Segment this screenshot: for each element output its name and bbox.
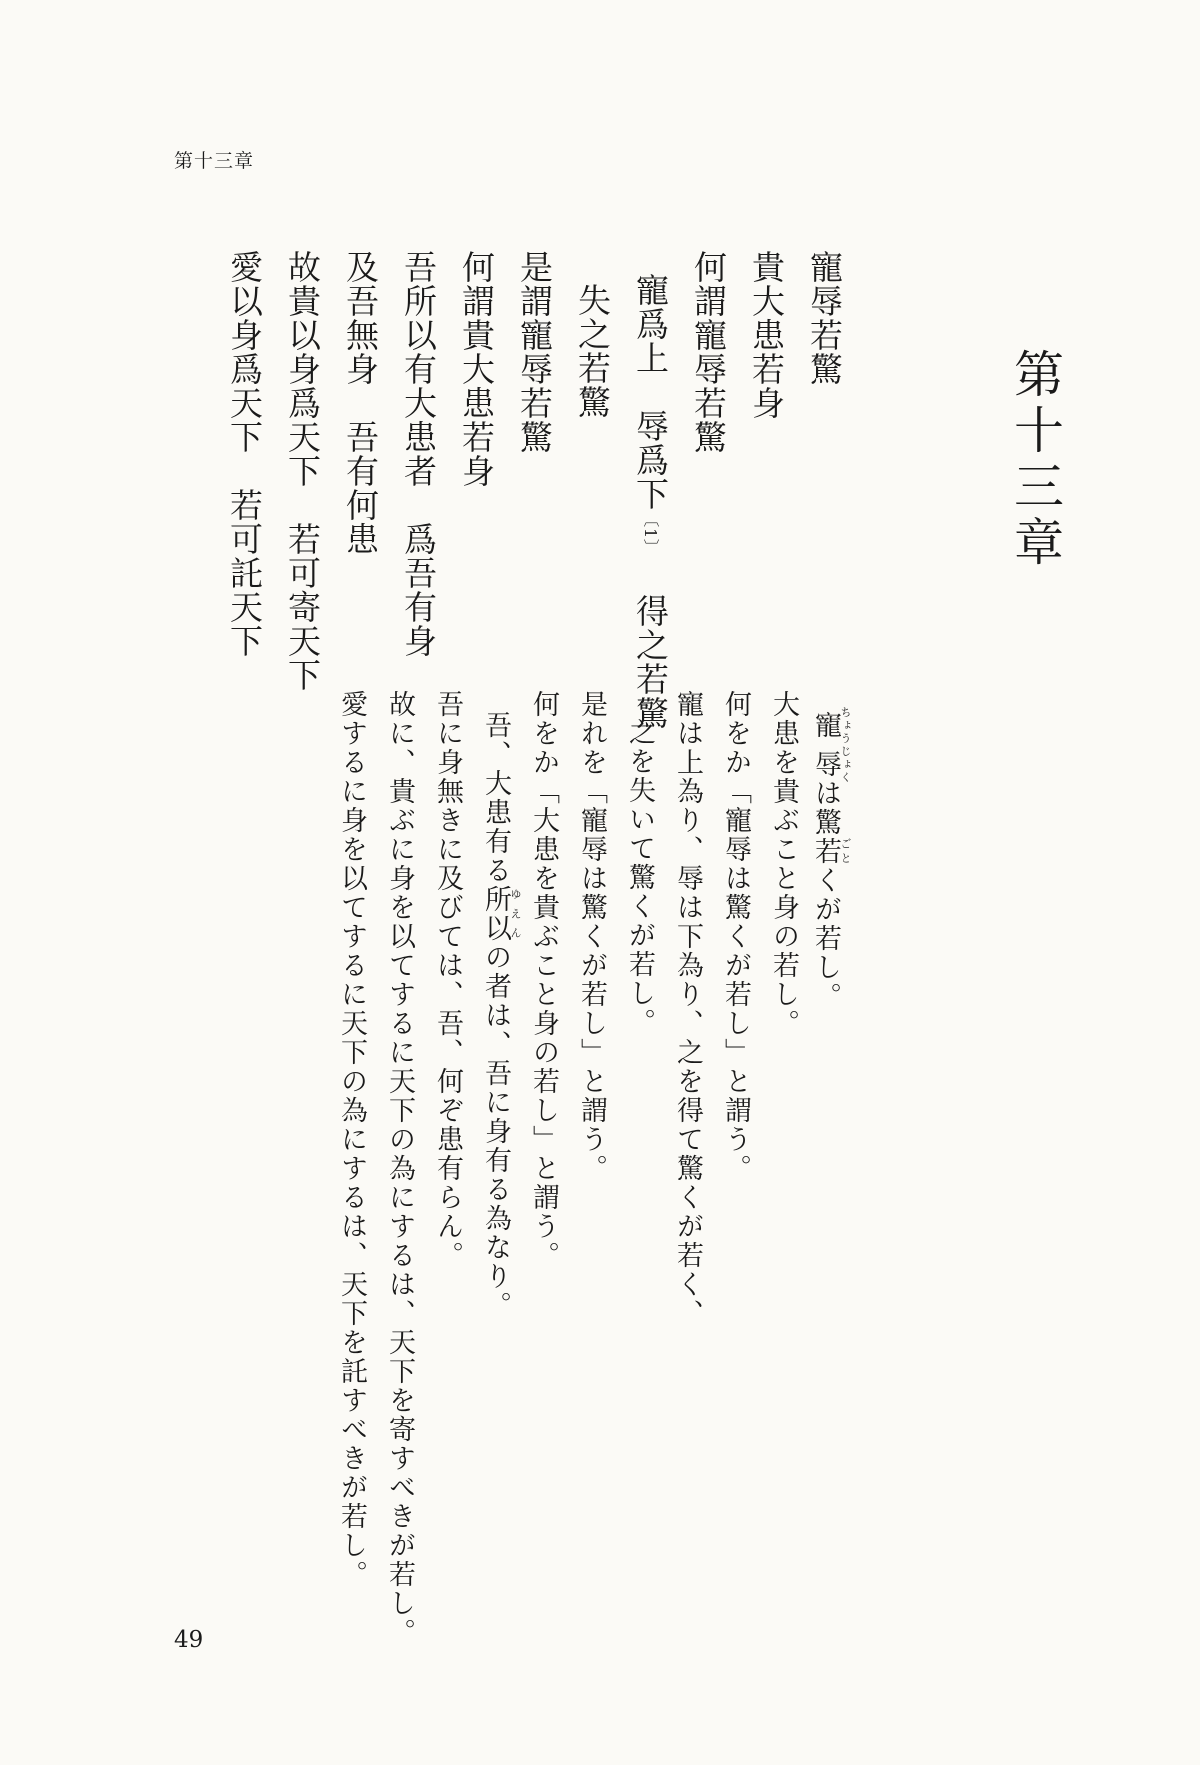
- original-line-9: 及吾無身 吾有何患: [341, 250, 380, 556]
- original-line-11: 愛以身爲天下 若可託天下: [225, 250, 264, 658]
- running-head: 第十三章: [174, 150, 255, 172]
- ruby-yuen: 所以ゆえん: [480, 885, 522, 944]
- original-line-1: 寵辱若驚: [805, 250, 844, 386]
- ruby-goto: 若ごと: [810, 837, 852, 867]
- note-marker: 〔1〕: [641, 510, 660, 557]
- reading-line-7: 何をか「大患を貴ぶこと身の若し」と謂う。: [528, 690, 559, 1270]
- original-line-8: 吾所以有大患者 爲吾有身: [399, 250, 438, 658]
- original-line-6: 是謂寵辱若驚: [515, 250, 554, 454]
- reading-line-5: 之を失いて驚くが若し。: [624, 718, 655, 1037]
- original-line-4-tail: 得之若驚: [631, 594, 670, 731]
- reading-line-8: 吾、大患有る所以ゆえんの者は、吾に身有る為なり。: [480, 711, 522, 1321]
- reading-line-3: 何をか「寵辱は驚くが若し」と謂う。: [720, 690, 751, 1183]
- original-line-4: [631, 250, 700, 731]
- page-number: 49: [174, 1627, 204, 1653]
- reading-line-6: 是れを「寵辱は驚くが若し」と謂う。: [576, 690, 607, 1183]
- reading-line-1: 寵辱ちょうじょくは驚若ごとくが若し。: [810, 706, 852, 1012]
- reading-line-2: 大患を貴ぶこと身の若し。: [768, 690, 799, 1038]
- ruby-choujoku: 寵辱ちょうじょく: [810, 706, 852, 785]
- original-line-10: 故貴以身爲天下 若可寄天下: [283, 250, 322, 692]
- original-line-3: 何謂寵辱若驚: [689, 250, 728, 454]
- reading-line-4: 寵は上為り、辱は下為り、之を得て驚くが若く、: [672, 690, 703, 1328]
- original-line-5: 失之若驚: [573, 283, 612, 419]
- original-line-2: 貴大患若身: [747, 250, 786, 420]
- original-line-4-text: 寵爲上 辱爲下: [631, 272, 670, 511]
- chapter-title: 第十三章: [1006, 348, 1064, 572]
- reading-line-9: 吾に身無きに及びては、吾、何ぞ患有らん。: [432, 690, 463, 1270]
- original-line-7: 何謂貴大患若身: [457, 250, 496, 488]
- reading-line-10: 故に、貴ぶに身を以てするに天下の為にするは、天下を寄すべきが若し。: [384, 690, 415, 1647]
- reading-line-11: 愛するに身を以てするに天下の為にするは、天下を託すべきが若し。: [336, 690, 367, 1589]
